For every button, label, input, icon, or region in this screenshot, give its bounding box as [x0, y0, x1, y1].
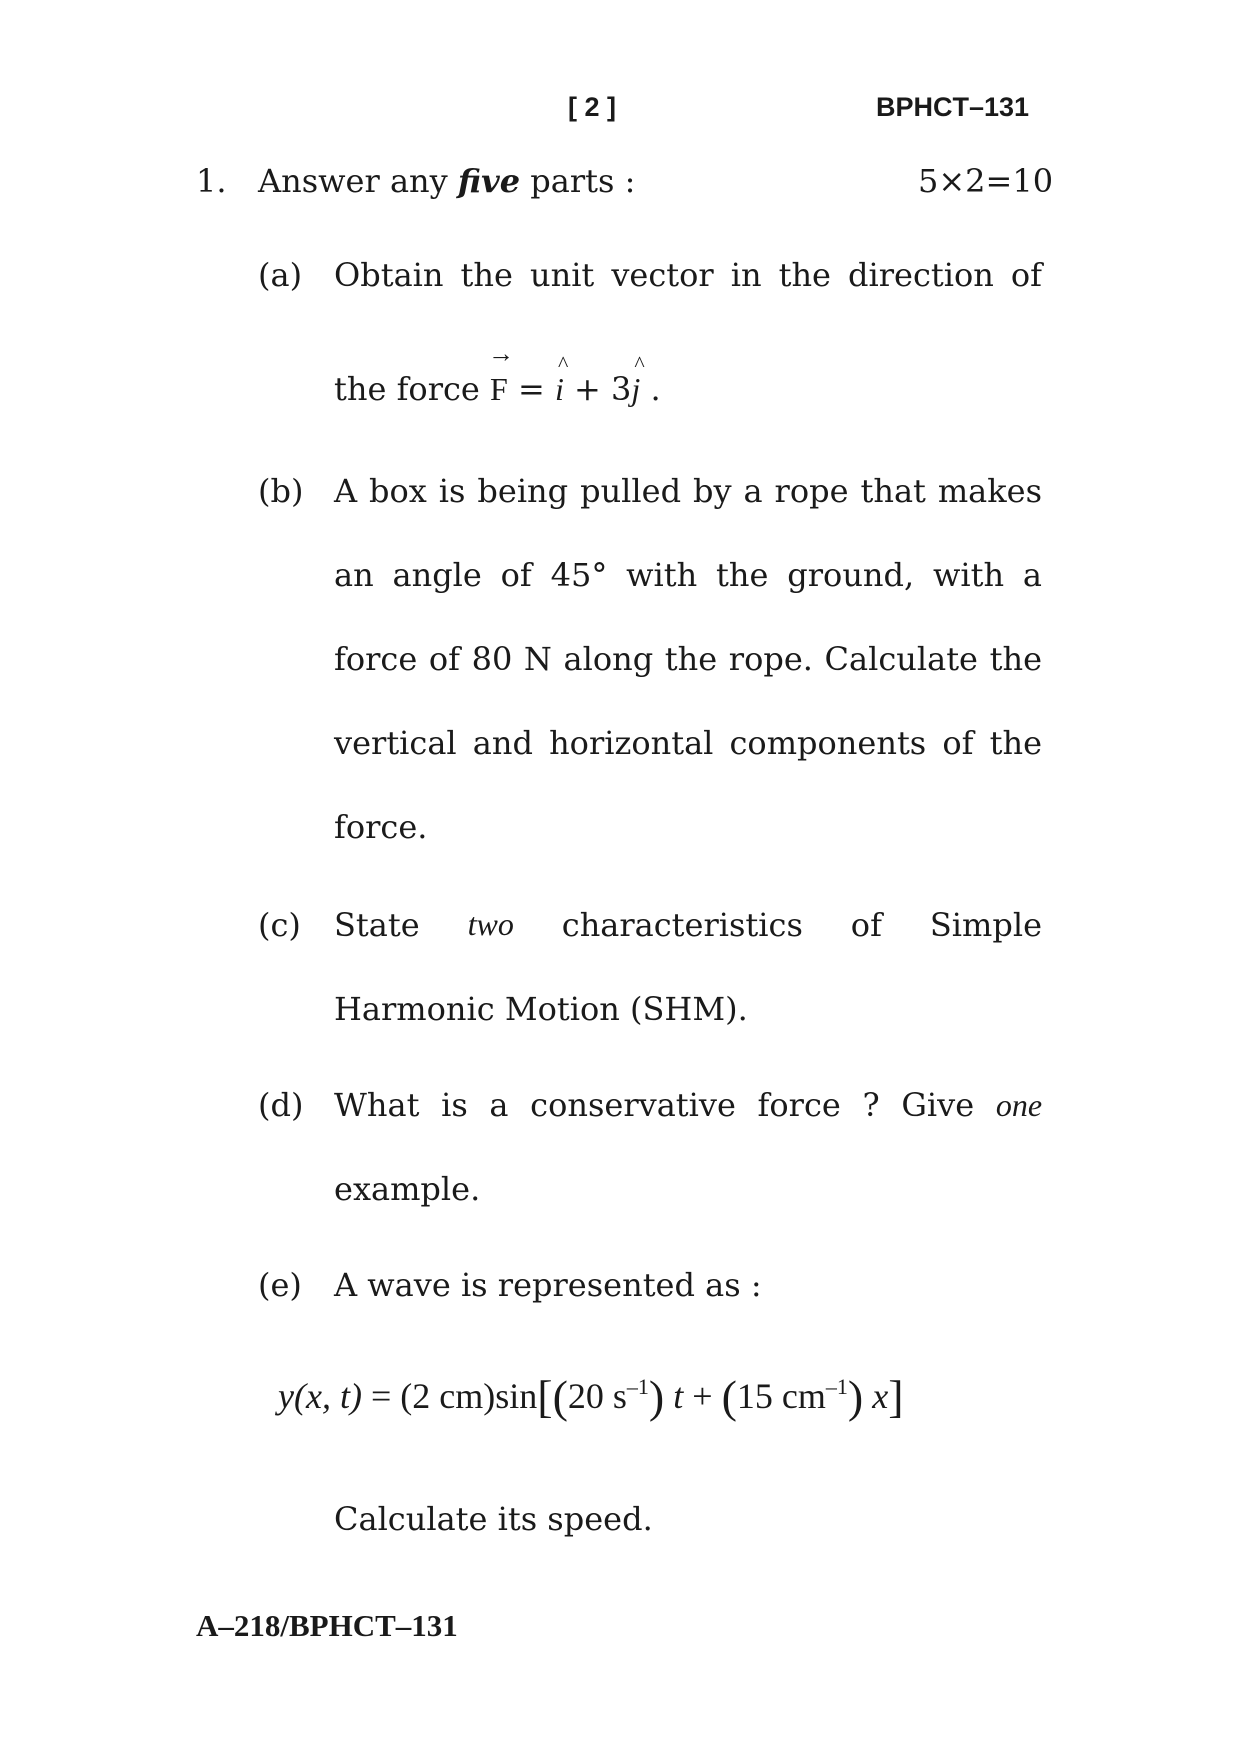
- eq-amplitude: (2 cm): [400, 1376, 496, 1416]
- eq-equals: =: [370, 1376, 392, 1416]
- question-marks: 5×2=10: [918, 162, 1054, 200]
- stem-suffix: parts :: [520, 162, 636, 200]
- eq-paren-close: ): [648, 1371, 665, 1422]
- part-c-word: characteristics: [561, 906, 803, 944]
- part-c-label: (c): [258, 906, 301, 944]
- part-a-line-1: Obtain the unit vector in the direction of: [334, 256, 1042, 294]
- part-d-line-2: example.: [334, 1170, 481, 1208]
- eq-coef-1: 20 s: [567, 1376, 627, 1416]
- unit-vector-j: ^ j: [631, 371, 640, 408]
- eq-end: .: [650, 370, 661, 408]
- eq-bracket-open: [: [537, 1371, 553, 1422]
- eq-paren-open: (: [721, 1371, 737, 1422]
- eq-plus: +: [692, 1376, 713, 1416]
- part-a-label: (a): [258, 256, 303, 294]
- question-number: 1.: [196, 162, 227, 200]
- eq-paren-open: (: [552, 1371, 568, 1422]
- eq-var-x: x: [872, 1376, 889, 1416]
- part-d-line-1: [334, 1086, 1042, 1124]
- course-code-header: BPHCT–131: [876, 92, 1030, 122]
- part-a-line-2: [334, 370, 661, 408]
- eq-exp-1: –1: [626, 1374, 649, 1399]
- eq-paren-close: ): [847, 1371, 864, 1422]
- part-e-line-1: A wave is represented as :: [334, 1266, 762, 1304]
- eq-bracket-close: ]: [888, 1371, 904, 1422]
- part-e-label: (e): [258, 1266, 302, 1304]
- part-c-word: of: [850, 906, 882, 944]
- eq-lhs-func: y: [278, 1376, 294, 1416]
- part-c-line-2: Harmonic Motion (SHM).: [334, 990, 748, 1028]
- stem-emphasis: five: [457, 162, 521, 200]
- part-b-line-5: force.: [334, 808, 428, 846]
- eq-plus-3: + 3: [574, 370, 632, 408]
- question-stem: [258, 162, 635, 200]
- footer-code: A–218/BPHCT–131: [196, 1608, 458, 1643]
- part-b-line-3: force of 80 N along the rope. Calculate the: [334, 640, 1042, 678]
- eq-var-t: t: [673, 1376, 684, 1416]
- eq-func: sin: [495, 1376, 538, 1416]
- part-b-label: (b): [258, 472, 304, 510]
- eq-exp-2: –1: [825, 1374, 848, 1399]
- part-a-force-prefix: the force: [334, 370, 480, 408]
- part-c-word: State: [334, 906, 420, 944]
- unit-vector-i: ^ i: [555, 371, 564, 408]
- part-d-text: What is a conservative force ? Give: [334, 1086, 975, 1124]
- part-c-word: Simple: [929, 906, 1042, 944]
- part-b-line-4: vertical and horizontal components of the: [334, 724, 1042, 762]
- part-d-label: (d): [258, 1086, 304, 1124]
- wave-equation: [278, 1370, 904, 1423]
- part-c-word-emphasis: two: [467, 906, 514, 942]
- force-vector-symbol: → F: [490, 371, 508, 408]
- part-d-emphasis: one: [995, 1087, 1043, 1123]
- part-b-line-2: an angle of 45° with the ground, with a: [334, 556, 1042, 594]
- eq-equals: =: [517, 370, 545, 408]
- eq-coef-2: 15 cm: [736, 1376, 826, 1416]
- part-b-line-1: A box is being pulled by a rope that makes: [334, 472, 1042, 510]
- stem-prefix: Answer any: [258, 162, 458, 200]
- part-e-line-3: Calculate its speed.: [334, 1500, 653, 1538]
- eq-lhs-args: (x, t): [293, 1376, 362, 1416]
- part-c-line-1: [334, 906, 1042, 944]
- page-number: [ 2 ]: [568, 92, 617, 122]
